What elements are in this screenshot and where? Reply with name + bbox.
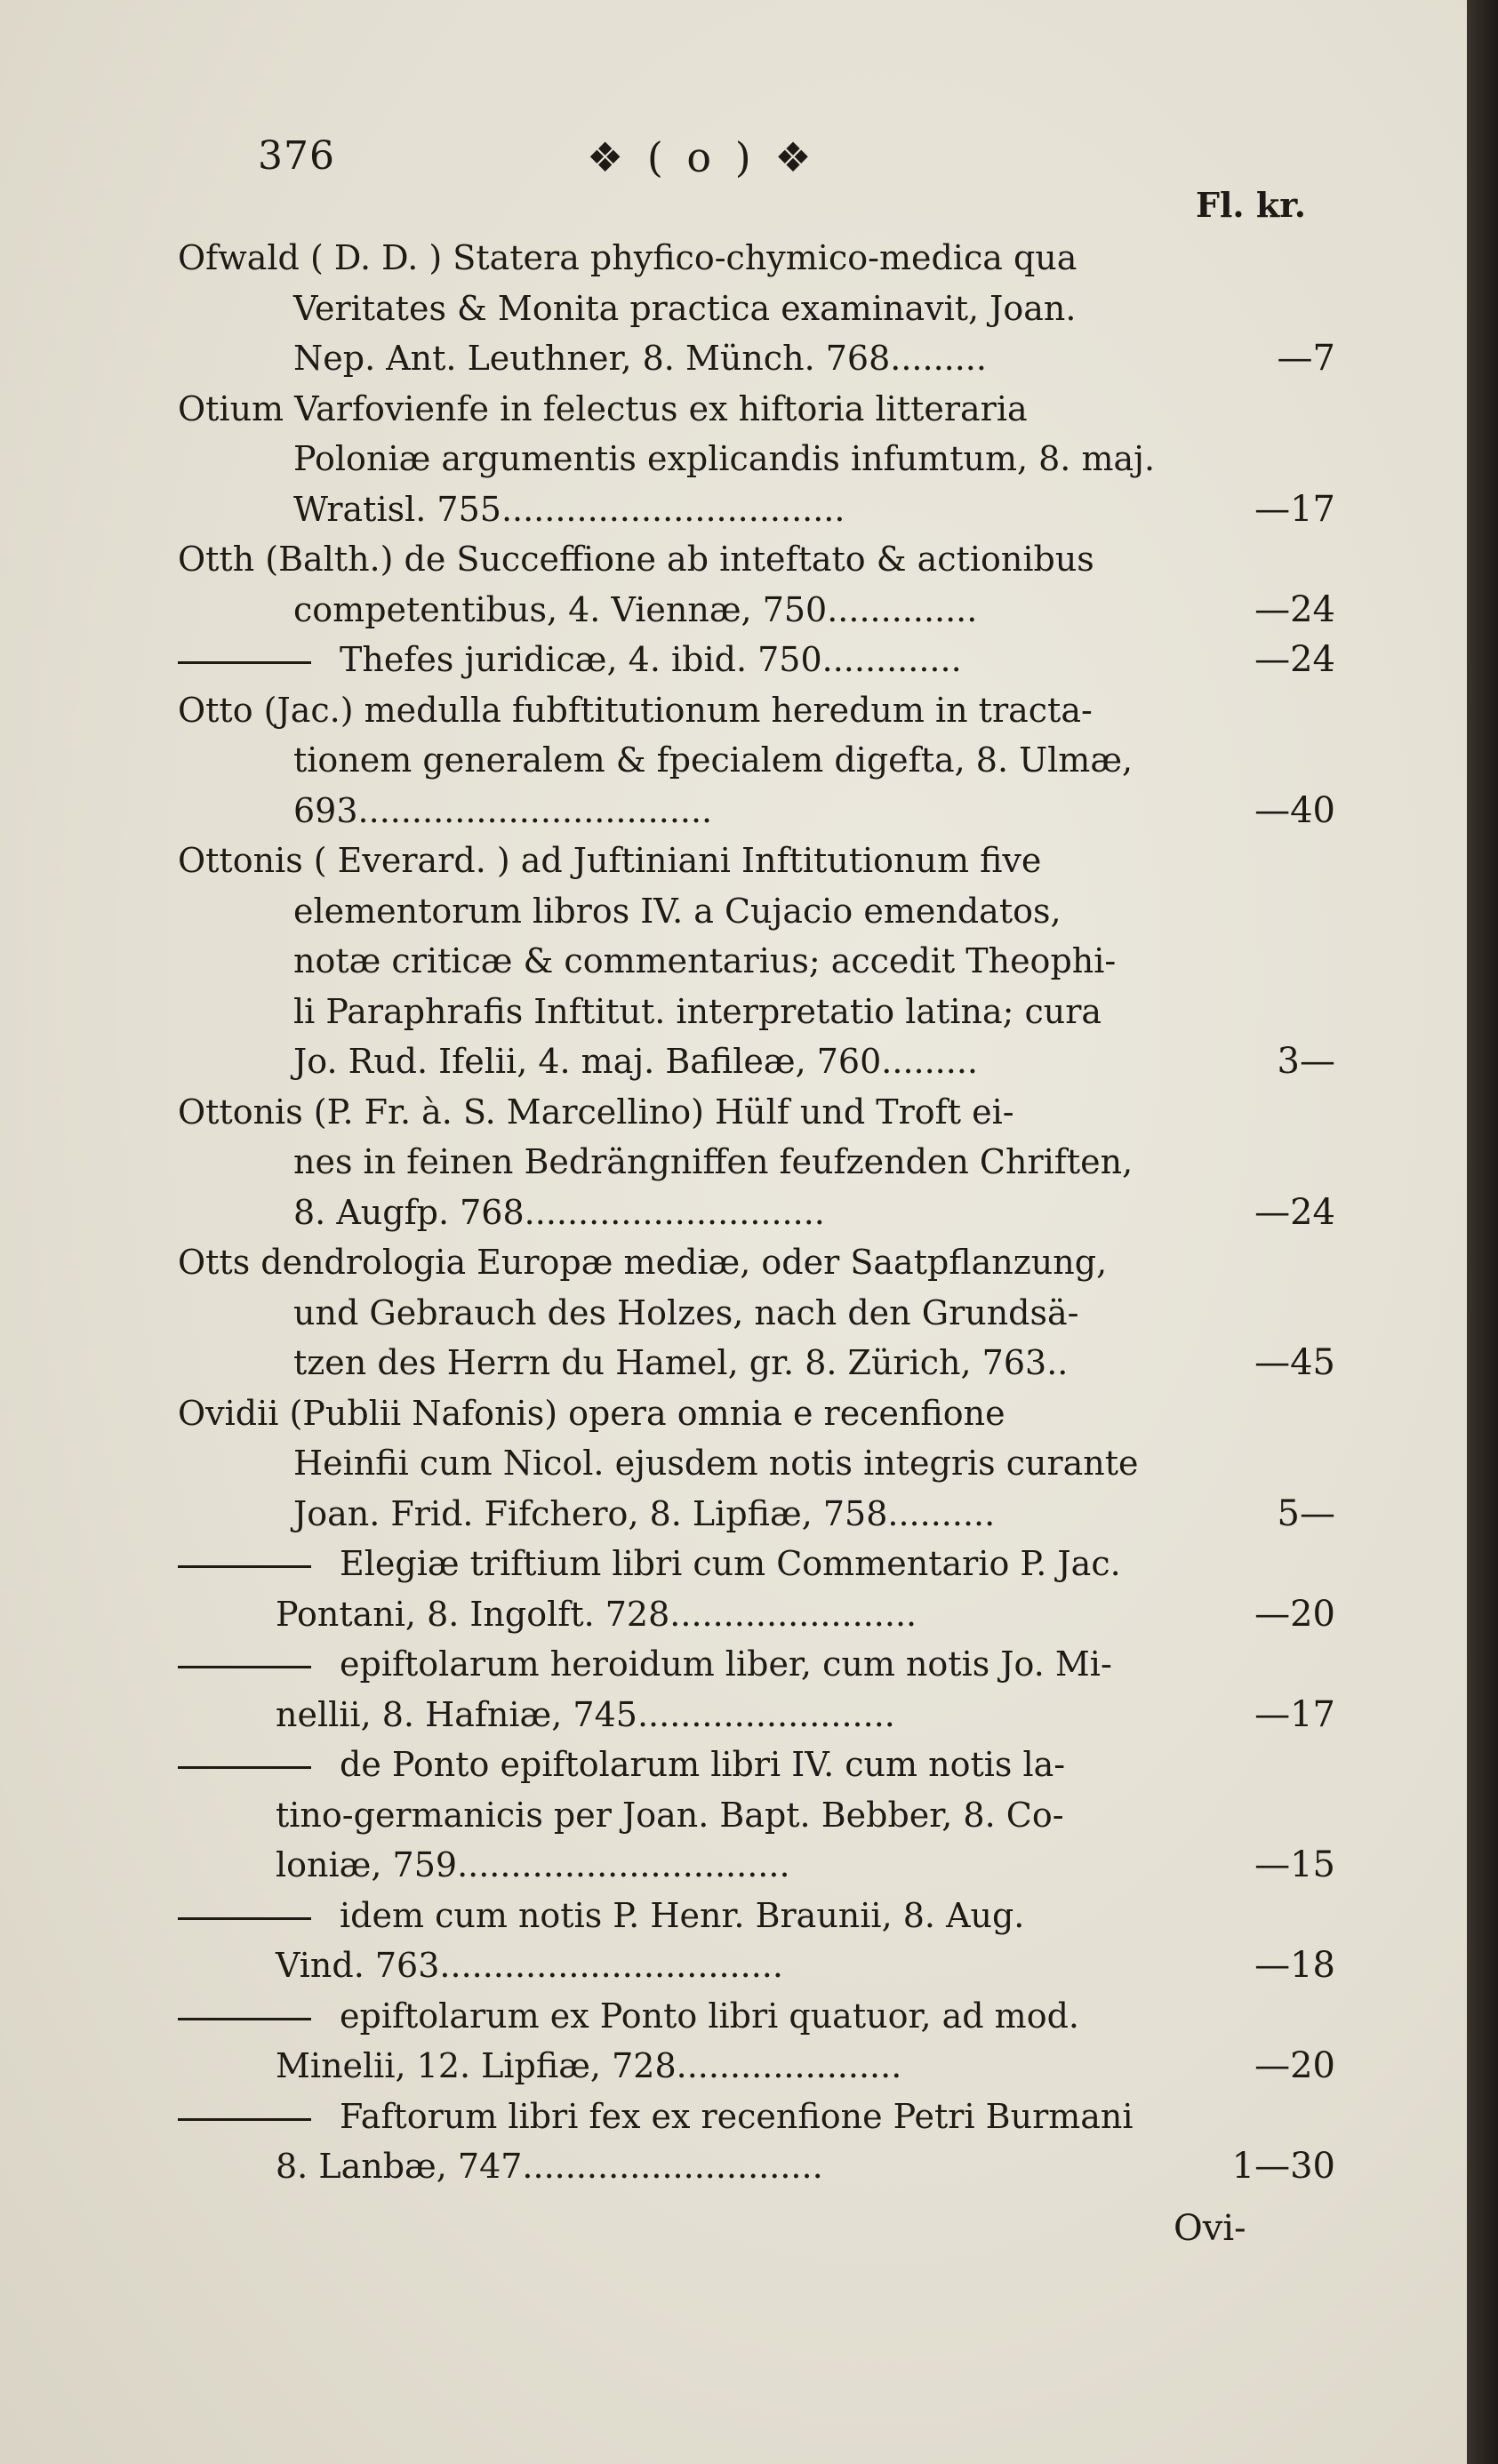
catalog-entry	[178, 2092, 1334, 2192]
catalog-entry	[178, 534, 1334, 635]
entry-line: Otto (Jac.) medulla fubftitutionum heredum in tracta-	[178, 690, 1093, 730]
entry-line: Ovidii (Publii Nafonis) opera omnia e recenfione	[178, 1393, 1005, 1433]
ditto-dash	[178, 2018, 311, 2020]
entry-line: Wratisl. 755................................	[293, 489, 845, 529]
entry-line: Otth (Balth.) de Succeffione ab inteftato & actionibus	[178, 540, 1094, 579]
catalog-entry	[178, 1388, 1334, 1540]
ditto-dash	[178, 1565, 311, 1568]
catalog-entry	[178, 384, 1334, 535]
entry-price: —7	[1277, 338, 1335, 379]
entry-line: tionem generalem & fpecialem digefta, 8. Ulmæ,	[293, 740, 1134, 780]
catalog-entry	[178, 1539, 1334, 1639]
catalog-entry	[178, 836, 1334, 1087]
catalog-entry	[178, 1740, 1334, 1891]
catalog-entry	[178, 1639, 1334, 1740]
entry-line: 8. Augfp. 768............................	[293, 1192, 825, 1232]
entry-line: Vind. 763................................	[276, 1946, 783, 1985]
entry-price: —24	[1254, 1191, 1335, 1233]
entry-line: Elegiæ triftium libri cum Commentario P. Jac.	[340, 1544, 1121, 1583]
entry-line: 8. Lanbæ, 747............................	[276, 2147, 823, 2186]
catalog-entry	[178, 1087, 1334, 1238]
catalog-entry	[178, 233, 1334, 384]
entry-line: Ottonis ( Everard. ) ad Juftiniani Inftitutionum five	[178, 841, 1042, 880]
entry-price: —18	[1254, 1945, 1335, 1986]
entry-price: 5—	[1277, 1492, 1335, 1534]
page-number: 376	[258, 133, 335, 179]
entry-line: Nep. Ant. Leuthner, 8. Münch. 768.........	[293, 339, 987, 378]
entry-line: elementorum libros IV. a Cujacio emendatos,	[293, 891, 1061, 931]
book-edge	[1467, 0, 1498, 2464]
entry-line: Faftorum libri fex ex recenfione Petri Burmani	[340, 2096, 1134, 2136]
entry-price: 1—30	[1231, 2146, 1335, 2187]
entry-line: li Paraphrafis Inftitut. interpretatio latina; cura	[293, 991, 1102, 1031]
entry-line: Jo. Rud. Ifelii, 4. maj. Bafileæ, 760.........	[293, 1042, 979, 1081]
entry-price: —20	[1254, 2045, 1335, 2086]
entry-line: Otium Varfovienfe in felectus ex hiftoria litteraria	[178, 388, 1028, 428]
ditto-dash	[178, 1766, 311, 1769]
entry-line: Minelii, 12. Lipfiæ, 728.....................	[276, 2046, 902, 2085]
entry-line: Ottonis (P. Fr. à. S. Marcellino) Hülf und Troft ei-	[178, 1092, 1014, 1132]
entry-line: notæ criticæ & commentarius; accedit Theophi-	[293, 941, 1117, 980]
entry-line: loniæ, 759...............................	[276, 1845, 790, 1884]
catalog-entry	[178, 635, 1334, 685]
ditto-dash	[178, 2118, 311, 2121]
catalog-entry	[178, 1237, 1334, 1388]
entry-line: 693.................................	[293, 790, 713, 830]
entry-line: Heinfii cum Nicol. ejusdem notis integris curante	[293, 1444, 1139, 1483]
entry-line: Poloniæ argumentis explicandis infumtum, 8. maj.	[293, 439, 1156, 478]
entry-line: Pontani, 8. Ingolft. 728.......................	[276, 1594, 917, 1634]
ditto-dash	[178, 1917, 311, 1920]
entry-line: Veritates & Monita practica examinavit, Joan.	[293, 288, 1077, 328]
header-ornament: ❖ ( o ) ❖	[587, 133, 817, 181]
entry-price: —17	[1254, 1693, 1335, 1735]
ditto-dash	[178, 1666, 311, 1668]
entry-price: —24	[1254, 588, 1335, 630]
catalog-entry	[178, 685, 1334, 836]
entry-price: —15	[1254, 1844, 1335, 1885]
entry-line: epiftolarum heroidum liber, cum notis Jo. Mi-	[340, 1644, 1112, 1684]
entry-line: nes in feinen Bedrängniffen feufzenden Chriften,	[293, 1142, 1134, 1181]
entry-line: Joan. Frid. Fifchero, 8. Lipfiæ, 758..........	[293, 1493, 996, 1533]
catchword: Ovi-	[1174, 2208, 1246, 2249]
entry-line: de Ponto epiftolarum libri IV. cum notis la-	[340, 1745, 1066, 1784]
entry-line: epiftolarum ex Ponto libri quatuor, ad mod.	[340, 1996, 1079, 2036]
catalog-entry	[178, 1891, 1334, 1991]
entry-line: tino-germanicis per Joan. Bapt. Bebber, 8. Co-	[276, 1795, 1064, 1835]
entry-price: —24	[1254, 639, 1335, 680]
entry-price: —17	[1254, 488, 1335, 530]
price-column-header: Fl. kr.	[1196, 185, 1306, 225]
entry-price: —45	[1254, 1342, 1335, 1383]
entry-line: Thefes juridicæ, 4. ibid. 750.............	[340, 640, 962, 679]
entry-price: 3—	[1277, 1041, 1335, 1082]
entry-line: Ofwald ( D. D. ) Statera phyfico-chymico-medica qua	[178, 238, 1077, 277]
catalog-entries	[178, 233, 1334, 2192]
entry-line: tzen des Herrn du Hamel, gr. 8. Zürich, 763..	[293, 1343, 1069, 1382]
entry-line: idem cum notis P. Henr. Braunii, 8. Aug.	[340, 1895, 1025, 1935]
entry-line: competentibus, 4. Viennæ, 750..............	[293, 589, 978, 629]
entry-price: —20	[1254, 1593, 1335, 1635]
entry-line: und Gebrauch des Holzes, nach den Grundsä-	[293, 1292, 1079, 1332]
entry-price: —40	[1254, 789, 1335, 831]
entry-line: Otts dendrologia Europæ mediæ, oder Saatpflanzung,	[178, 1243, 1108, 1282]
entry-line: nellii, 8. Hafniæ, 745........................	[276, 1694, 895, 1734]
catalog-entry	[178, 1991, 1334, 2092]
ditto-dash	[178, 661, 311, 664]
